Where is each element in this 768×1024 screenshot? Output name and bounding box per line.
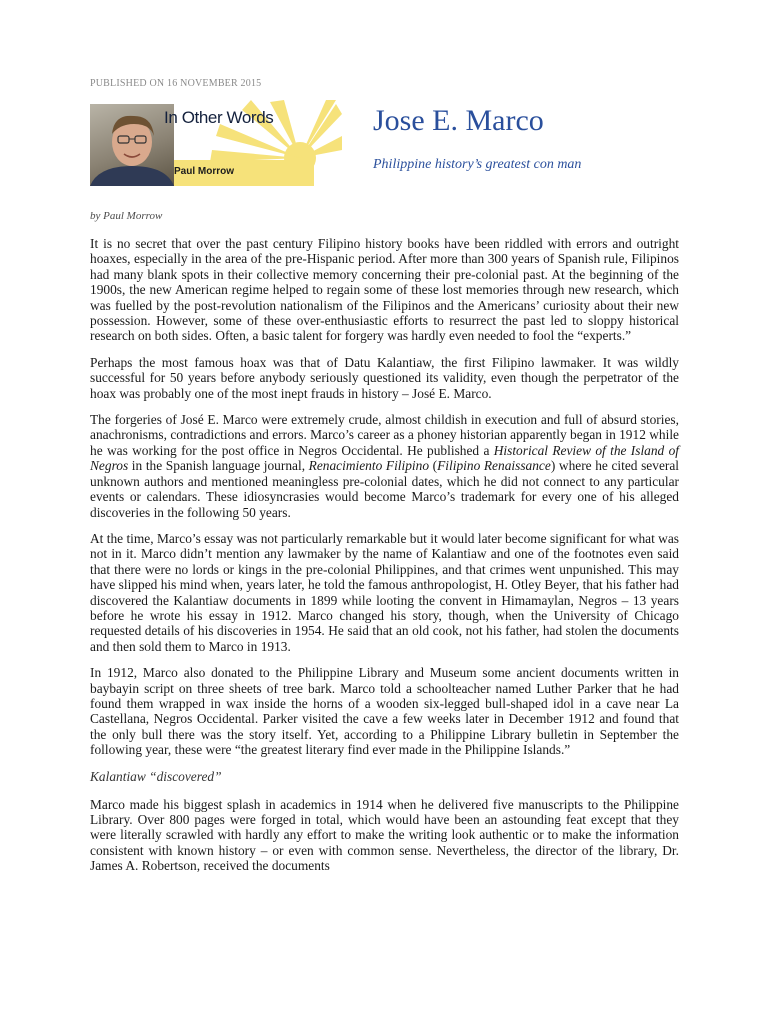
paragraph-text: The forgeries of José E. Marco were extremely crude, almost childish in execution and full of absurd stories, anachronisms, contradictions and errors. Marco’s career as a phoney historian apparently began in 1912 while he was working for the post office in Negros Occidental. He published a xyxy=(90,412,679,458)
paragraph: Perhaps the most famous hoax was that of Datu Kalantiaw, the first Filipino lawmaker. It was wildly successful for 50 years before anybody seriously questioned its validity, even though the perpetrator of the hoax was probably one of the most inept frauds in history – José E. Marco. xyxy=(90,354,679,401)
byline: by Paul Morrow xyxy=(90,210,163,222)
column-title: In Other Words xyxy=(164,108,274,127)
author-photo xyxy=(90,104,174,186)
column-author: Paul Morrow xyxy=(174,166,235,177)
paragraph: In 1912, Marco also donated to the Philippine Library and Museum some ancient documents written in baybayin script on three sheets of tree bark. Marco told a schoolteacher named Luther Parker that he had found them wrapped in wax inside the horns of a wooden six-legged bull-shaped idol in a cave near La Castellana, Negros Occidental. Parker visited the cave a few weeks later in December 1912 and found that the only bull there was the story itself. Yet, according to a Philippine Library bulletin in September the following year, these were “the greatest literary find ever made in the Philippine Islands.” xyxy=(90,665,679,758)
paragraph: Marco made his biggest splash in academics in 1914 when he delivered five manuscripts to the Philippine Library. Over 800 pages were forged in total, which would have been an astounding feat except that they were literally scrawled with hardly any effort to make the writing look authentic or to make the information consistent with known history – or even with common sense. Nevertheless, the director of the library, Dr. James A. Robertson, received the documents xyxy=(90,796,679,874)
article-title: Jose E. Marco xyxy=(373,104,544,137)
paragraph: It is no secret that over the past century Filipino history books have been riddled with errors and outright hoaxes, especially in the area of the pre-Hispanic period. After more than 300 years of Spanish rule, Filipinos had many blank spots in their collective memory concerning their pre-colonial past. At the beginning of the 1900s, the new American regime helped to regain some of these lost memories through new research, which was fuelled by the post-revolution nationalism of the Filipinos and the Americans’ curiosity about their new possession. However, some of these over-enthusiastic efforts to resurrect the past led to sloppy historical research on both sides. Often, a basic talent for forgery was hardly even needed to fool the “experts.” xyxy=(90,236,679,344)
column-banner xyxy=(90,100,342,188)
journal-title: Renacimiento Filipino xyxy=(308,458,430,474)
author-portrait-icon xyxy=(90,104,174,186)
article-subtitle: Philippine history’s greatest con man xyxy=(373,157,582,172)
section-heading: Kalantiaw “discovered” xyxy=(90,768,222,784)
journal-translation: Filipino Renaissance xyxy=(437,458,551,474)
paragraph-text: in the Spanish language journal, xyxy=(128,458,309,474)
paragraph xyxy=(90,412,679,520)
publication-title: Historical Review of the Island of Negros xyxy=(90,442,680,474)
paragraph: At the time, Marco’s essay was not particularly remarkable but it would later become significant for what was not in it. Marco didn’t mention any lawmaker by the name of Kalantiaw and one of the footnotes even said that there were no lords or kings in the pre-colonial Philippines, and that crimes went unpunished. This may have slipped his mind when, years later, he told the famous anthropologist, H. Otley Beyer, that his father had discovered the Kalantiaw documents in 1899 while looting the convent in Himamaylan, Negros – 13 years before he wrote his essay in 1912. Marco changed his story, though, when the University of Chicago requested details of his discoveries in 1954. He said that an old cook, not his father, had stolen the documents and then sold them to Marco in 1913. xyxy=(90,530,680,654)
paragraph-text: ) where he cited several unknown authors and mentioned meaningless pre-colonial dates, which he did not connect to any particular events or calendars. These idiosyncrasies would become Marco’s trademark for every one of his alleged discoveries in the following 50 years. xyxy=(90,458,680,520)
publish-date: PUBLISHED ON 16 NOVEMBER 2015 xyxy=(90,78,262,89)
paragraph-text: ( xyxy=(429,458,438,474)
article-body xyxy=(90,236,679,885)
